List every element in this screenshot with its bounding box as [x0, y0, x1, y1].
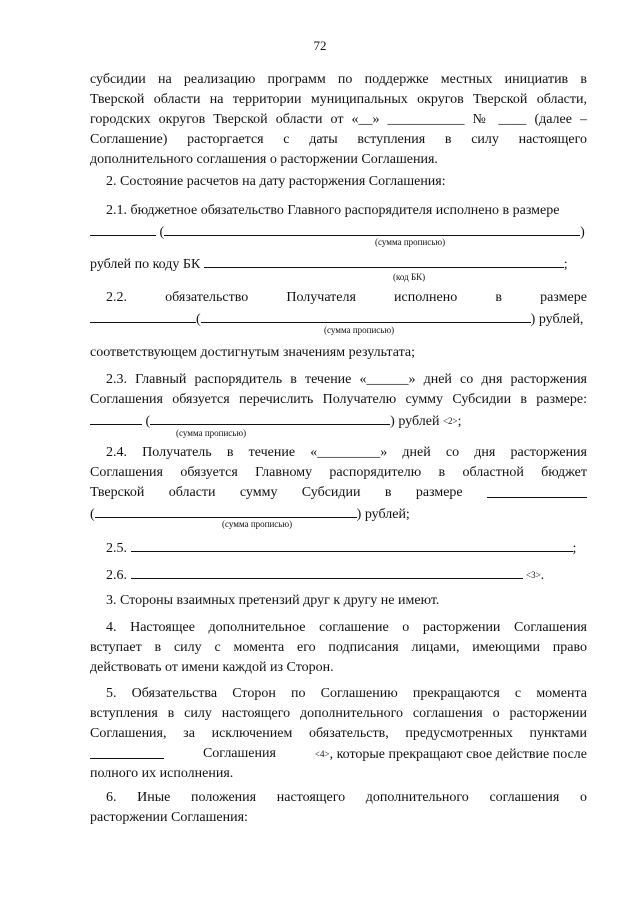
text-line: 4. Настоящее дополнительное соглашение о расторжении Соглашения: [106, 620, 587, 635]
text-line: Соглашения, за исключением обязательств, предусмотренных пунктами: [90, 726, 587, 741]
caption-bk-code: (код БК): [393, 272, 426, 282]
caption-sum-in-words: (сумма прописью): [324, 325, 395, 335]
text-line: 2.5. ;: [90, 537, 587, 557]
paragraph-2-2: [90, 288, 587, 328]
text-line: дополнительного соглашения о расторжении Соглашения.: [90, 152, 438, 167]
text-line: городских округов Тверской области от «__» ___________ № ____ (далее –: [90, 112, 587, 127]
text-line: Соглашения обязуется Главному распорядителю в областной бюджет: [90, 465, 587, 480]
paragraph-2-6: [90, 564, 587, 584]
caption-sum-in-words: (сумма прописью): [176, 428, 247, 438]
caption-sum-in-words: (сумма прописью): [222, 519, 293, 529]
footnote-ref: <3>: [526, 570, 541, 580]
paragraph-2-4: [90, 443, 587, 523]
text-line: 2.4. Получатель в течение «_________» дней со дня расторжения: [106, 445, 587, 460]
caption-sum-in-words: (сумма прописью): [375, 237, 446, 247]
paragraph-4: [90, 618, 587, 678]
text-line: 3. Стороны взаимных претензий друг к другу не имеют.: [106, 593, 440, 608]
footnote-ref: <2>: [442, 416, 458, 426]
amount-words-blank: [95, 503, 357, 518]
text-line: расторжении Соглашения:: [90, 810, 248, 825]
text-line: Тверской области сумму Субсидии в размере: [90, 483, 587, 503]
amount-line: ( ) рублей;: [90, 503, 587, 523]
text-line: 2. Состояние расчетов на дату расторжения Соглашения:: [106, 174, 446, 189]
paragraph-2-1-bk: [90, 253, 587, 273]
amount-words-blank: [201, 308, 531, 323]
text-line: 2.6. <3>.: [90, 564, 587, 584]
footnote-ref: <4>: [314, 749, 330, 759]
paragraph-2-5: [90, 537, 587, 557]
amount-blank: [90, 410, 142, 425]
text-line: действовать от имени каждой из Сторон.: [90, 660, 334, 675]
amount-blank: [90, 221, 156, 236]
amount-blank: [487, 483, 587, 498]
text-line: вступления в силу настоящего дополнительного соглашения о расторжении: [90, 706, 587, 721]
text-line: субсидии на реализацию программ по поддержке местных инициатив в: [90, 72, 587, 87]
amount-line: ( ) рублей <2>;: [90, 410, 587, 430]
text-line: 5. Обязательства Сторон по Соглашению прекращаются с момента: [106, 686, 587, 701]
text-line: 2.1. бюджетное обязательство Главного распорядителя исполнено в размере: [106, 203, 560, 218]
text-line: Соглашение) расторгается с даты вступления в силу настоящего: [90, 132, 587, 147]
bk-code-blank: [204, 253, 564, 268]
text-line: соответствующем достигнутым значениям результата;: [90, 345, 415, 360]
text-line: Соглашения <4>, которые прекращают свое действие после: [90, 744, 587, 764]
text-line: 6. Иные положения настоящего дополнительного соглашения о: [106, 790, 587, 805]
paragraph-2-1: [90, 201, 587, 241]
text-line: полного их исполнения.: [90, 766, 234, 781]
text-line: Соглашения обязуется перечислить Получателю сумму Субсидии в размере:: [90, 392, 587, 407]
paragraph-5: [90, 684, 587, 784]
bk-line: рублей по коду БК ;: [90, 253, 587, 273]
paragraph-6: [90, 788, 587, 828]
paragraph-2-3: [90, 370, 587, 430]
text-line: 2.3. Главный распорядитель в течение «______» дней со дня расторжения: [106, 372, 587, 387]
item-blank: [131, 537, 573, 552]
page-number: 72: [313, 38, 327, 53]
paragraph-intro: [90, 70, 587, 170]
item-blank: [131, 564, 523, 579]
paragraph-2: [90, 172, 587, 192]
amount-line: ( ) рублей,: [90, 308, 587, 328]
text-line: вступает в силу с момента его подписания лицами, имеющими право: [90, 640, 587, 655]
points-blank: [90, 744, 164, 759]
amount-words-blank: [164, 221, 580, 236]
paragraph-3: [90, 591, 587, 611]
amount-words-blank: [150, 410, 390, 425]
paragraph-2-2-end: [90, 343, 587, 363]
text-line: Тверской области на территории муниципальных округов Тверской области,: [90, 92, 587, 107]
amount-blank: [90, 308, 196, 323]
text-line: 2.2. обязательство Получателя исполнено в размере: [106, 290, 587, 305]
amount-line: ( ): [90, 221, 587, 241]
